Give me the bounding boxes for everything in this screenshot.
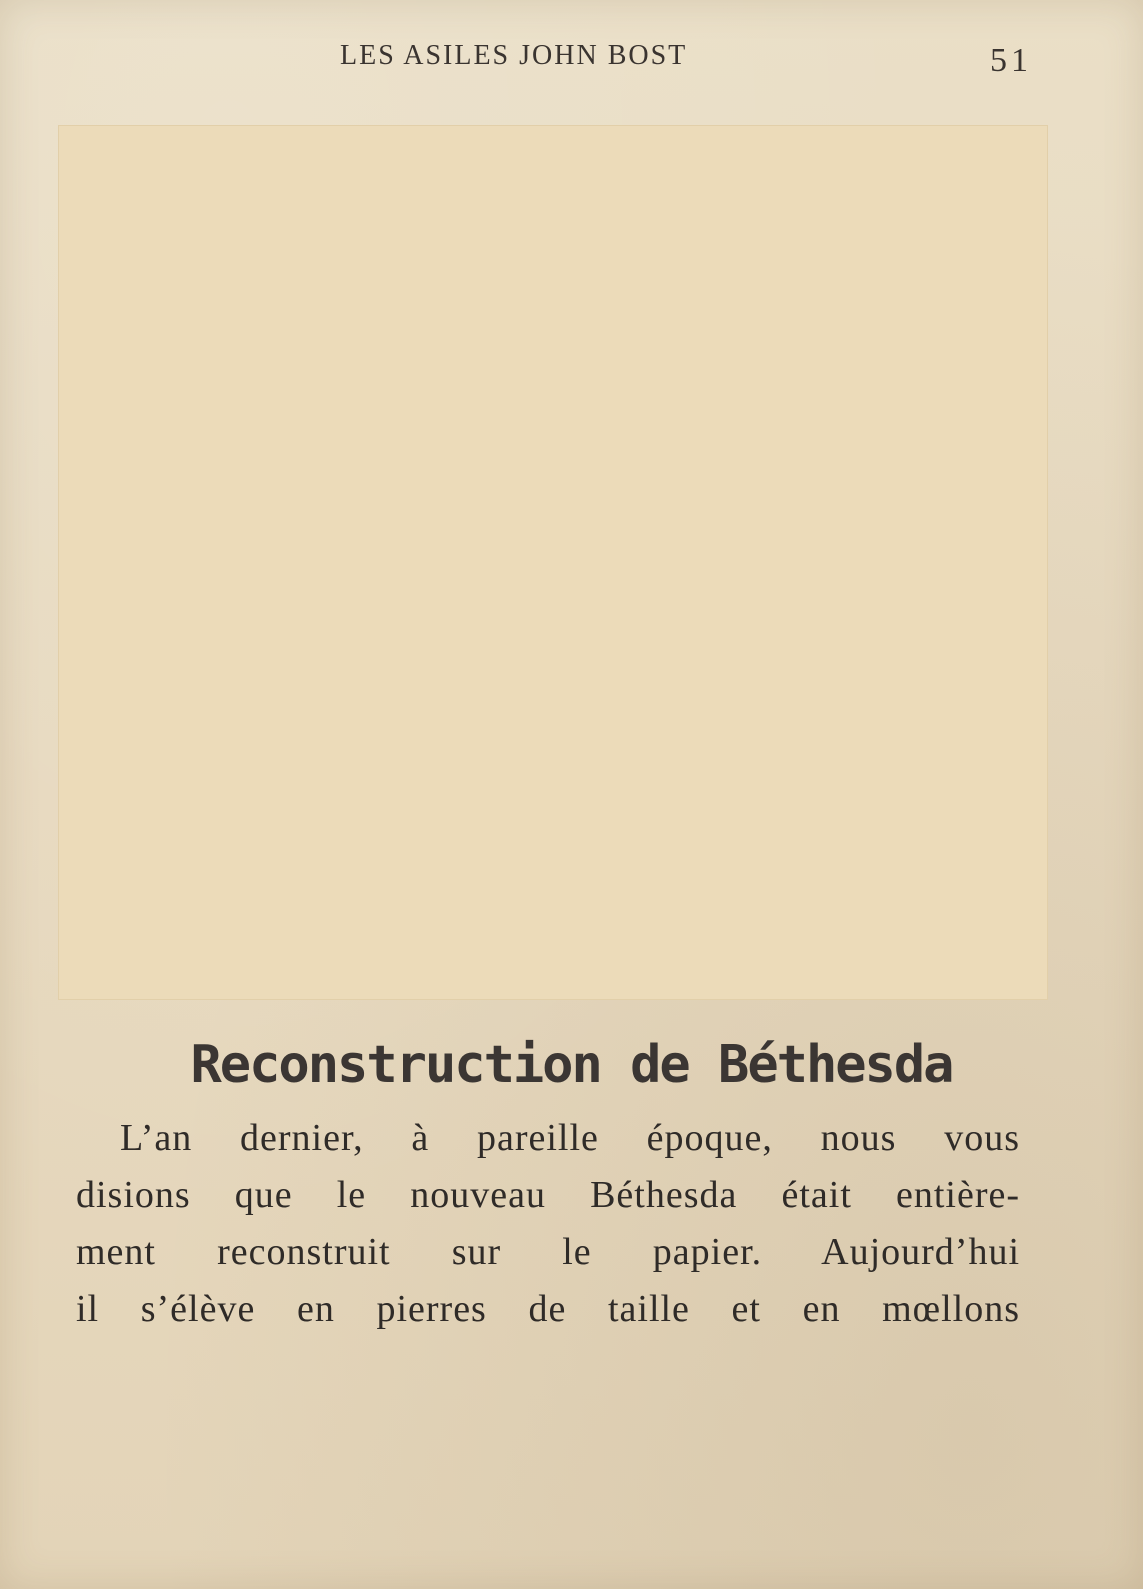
body-line: L’an dernier, à pareille époque, nous vous	[120, 1117, 1020, 1159]
illustration-placeholder	[58, 125, 1048, 1000]
running-head	[0, 40, 1143, 80]
section-title: Reconstruction de Béthesda	[190, 1035, 953, 1095]
page-number: 51	[990, 42, 1032, 79]
body-paragraph	[76, 1110, 1020, 1338]
body-line: disions que le nouveau Béthesda était entière-	[76, 1174, 1020, 1216]
body-line: ment reconstruit sur le papier. Aujourd’hui	[76, 1231, 1020, 1273]
body-line: il s’élève en pierres de taille et en mœllons	[76, 1288, 1020, 1330]
running-head-title: LES ASILES JOHN BOST	[340, 40, 688, 71]
